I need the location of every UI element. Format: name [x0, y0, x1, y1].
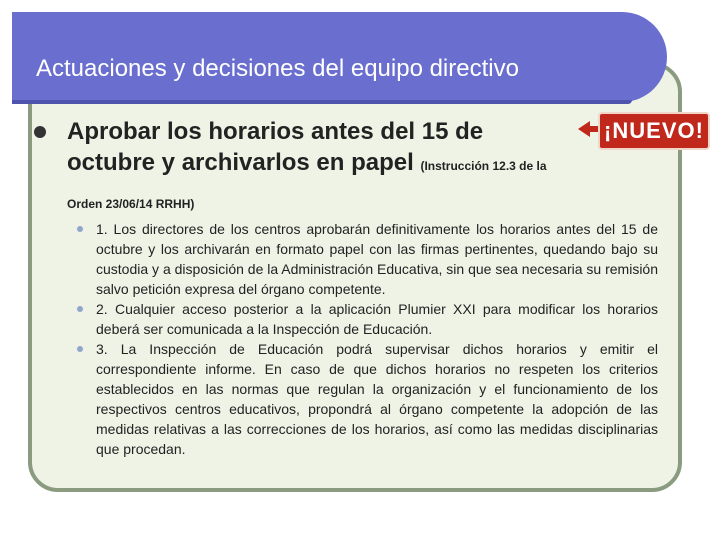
main-point-line1: Aprobar los horarios antes del 15 de: [67, 118, 484, 145]
list-item: [96, 299, 658, 339]
list-item: [96, 219, 658, 299]
main-bullet: [34, 126, 46, 138]
sub-point-text: 3. La Inspección de Educación podrá supervisar dichos horarios y emitir el correspondiente informe. En caso de que dichos horarios no respeten los criterios establecidos en las normas que regulan la organización y el funcionamiento de los respectivos centros educativos, propondrá al órgano competente la adopción de las medidas relativas a las correcciones de los horarios, así como las medidas disciplinarias que procedan.: [96, 341, 658, 457]
sub-point-text: 1. Los directores de los centros aprobarán definitivamente los horarios antes del 15 de octubre y los archivarán en formato papel con las firmas pertinentes, quedando bajo su custodia y a disposición de la Administración Educativa, sin que sea necesaria su remisión salvo petición expresa del órgano competente.: [96, 221, 658, 297]
reference-part1: (Instrucción 12.3 de la: [420, 159, 547, 173]
sub-points-list: [96, 219, 658, 459]
title-bar-shadow: [12, 100, 632, 104]
slide-title: Actuaciones y decisiones del equipo directivo: [36, 55, 519, 82]
bullet-icon: [77, 346, 83, 352]
new-badge: ¡NUEVO!: [598, 112, 710, 150]
list-item: [96, 339, 658, 459]
bullet-icon: [77, 306, 83, 312]
main-point-line2: [67, 148, 547, 181]
bullet-icon: [77, 226, 83, 232]
sub-point-text: 2. Cualquier acceso posterior a la aplicación Plumier XXI para modificar los horarios deberá ser comunicada a la Inspección de Educación.: [96, 301, 658, 337]
main-point-line2-text: octubre y archivarlos en papel: [67, 149, 414, 176]
reference-part2: Orden 23/06/14 RRHH): [67, 197, 195, 211]
